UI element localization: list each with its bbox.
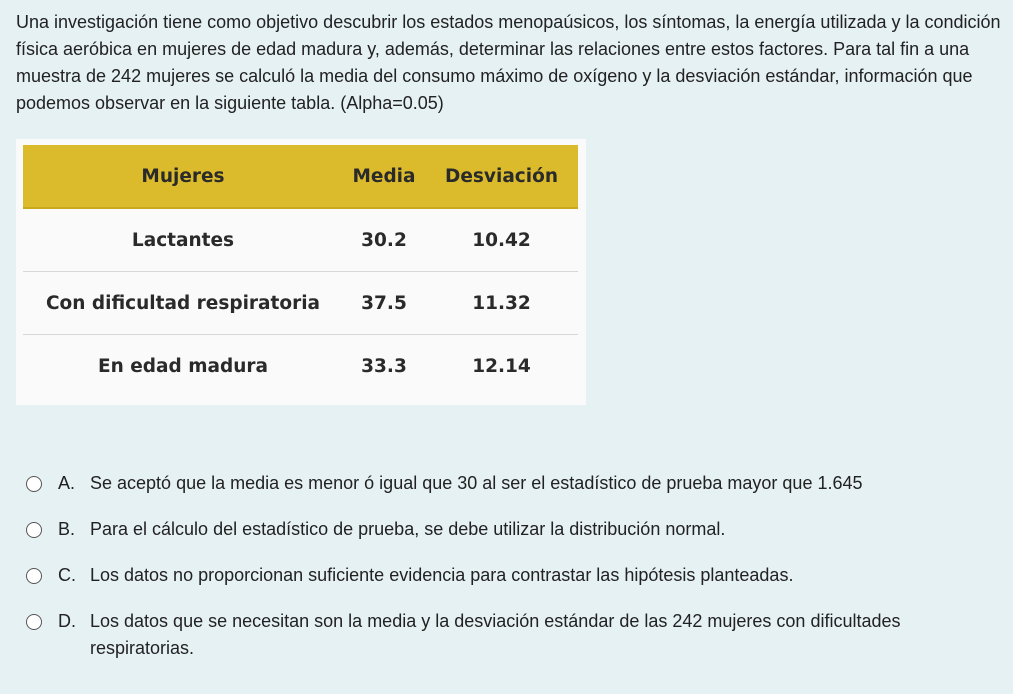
cell-group: Con dificultad respiratoria (23, 272, 343, 335)
header-mujeres: Mujeres (23, 145, 343, 208)
table-header-row (23, 145, 578, 208)
option-c-letter: C. (58, 565, 76, 585)
data-table (23, 145, 578, 397)
question-text: Una investigación tiene como objetivo descubrir los estados menopaúsicos, los síntomas, la energía utilizada y la condición física aeróbica en mujeres de edad madura y, además, determinar las relaciones entre estos factores. Para tal fin a una muestra de 242 mujeres se calculó la media del consumo máximo de oxígeno y la desviación estándar, información que podemos observar en la siguiente tabla. (Alpha=0.05) (16, 12, 1001, 113)
option-c-text: Los datos no proporcionan suficiente evidencia para contrastar las hipótesis planteadas. (90, 565, 794, 585)
cell-desviacion: 11.32 (425, 272, 578, 335)
header-media: Media (343, 145, 425, 208)
table-row (23, 208, 578, 272)
option-a[interactable] (26, 470, 996, 497)
answer-options (26, 470, 996, 681)
option-b-letter: B. (58, 519, 76, 539)
cell-group: Lactantes (23, 208, 343, 272)
option-a-text: Se aceptó que la media es menor ó igual que 30 al ser el estadístico de prueba mayor que 1.645 (90, 473, 863, 493)
table-row (23, 272, 578, 335)
option-b-text: Para el cálculo del estadístico de prueba, se debe utilizar la distribución normal. (90, 519, 726, 539)
option-b[interactable] (26, 516, 996, 543)
option-d-letter: D. (58, 611, 76, 631)
cell-media: 30.2 (343, 208, 425, 272)
data-table-panel (16, 139, 586, 405)
cell-media: 37.5 (343, 272, 425, 335)
radio-button-d[interactable] (26, 614, 42, 630)
table-row (23, 335, 578, 398)
radio-button-b[interactable] (26, 522, 42, 538)
cell-group: En edad madura (98, 355, 268, 377)
radio-button-a[interactable] (26, 476, 42, 492)
option-d-text: Los datos que se necesitan son la media y la desviación estándar de las 242 mujeres con dificultades respiratorias. (90, 611, 901, 658)
option-a-letter: A. (58, 473, 76, 493)
option-d[interactable] (26, 608, 996, 662)
radio-button-c[interactable] (26, 568, 42, 584)
cell-desviacion: 10.42 (425, 208, 578, 272)
cell-desviacion: 12.14 (472, 355, 531, 377)
option-c[interactable] (26, 562, 996, 589)
header-desviacion: Desviación (425, 145, 578, 208)
cell-media: 33.3 (361, 355, 407, 377)
